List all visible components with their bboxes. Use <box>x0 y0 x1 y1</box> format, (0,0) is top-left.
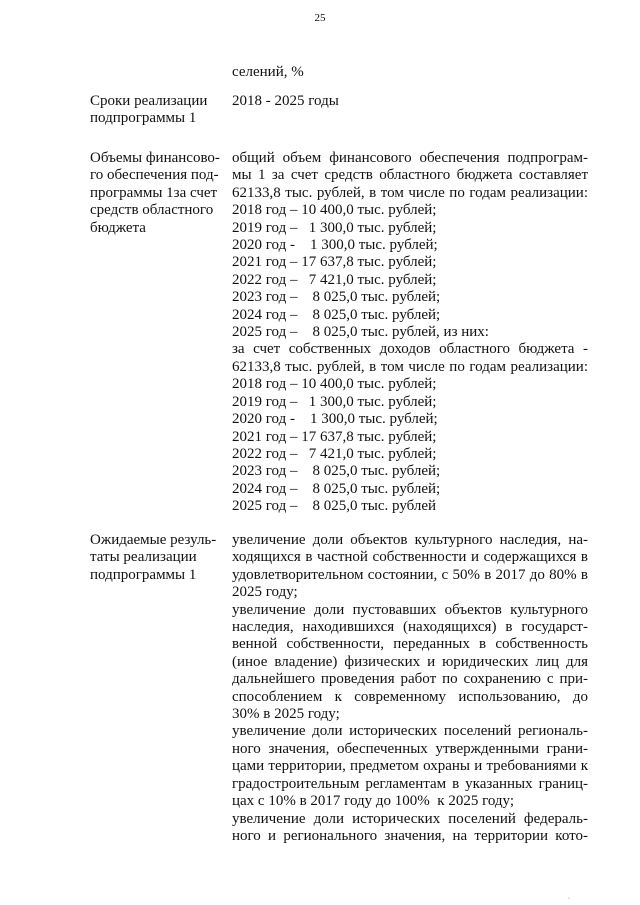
content-line: 62133,8 тыс. рублей, в том числе по годам реализации: <box>232 358 588 375</box>
label-line: подпрограммы 1 <box>90 110 197 127</box>
content-line: за счет собственных доходов областного бюджета - <box>232 341 588 358</box>
content-line: градостроительным регламентам в указанных границ- <box>232 775 588 792</box>
content-line: 62133,8 тыс. рублей, в том числе по годам реализации: <box>232 184 588 201</box>
continuation-text: селений, % <box>232 64 304 80</box>
scan-mark: · <box>568 896 570 902</box>
content-line: 2018 год – 10 400,0 тыс. рублей; <box>232 202 437 219</box>
content-line: (иное владение) физических и юридических лиц для <box>232 653 588 670</box>
content-line: увеличение доли исторических поселений региональ- <box>232 723 588 740</box>
label-line: го обеспечения под- <box>90 167 219 184</box>
content-line: ного значения, обеспеченных утвержденными грани- <box>232 740 588 757</box>
content-line: 2025 год – 8 025,0 тыс. рублей, из них: <box>232 324 489 341</box>
content-line: 2024 год – 8 025,0 тыс. рублей; <box>232 480 441 497</box>
content-line: 30% в 2025 году; <box>232 706 340 723</box>
content-line: способлением к современному использованию, до <box>232 688 588 705</box>
label-line: бюджета <box>90 219 146 236</box>
label-line: программы 1за счет <box>90 184 218 201</box>
label-line: средств областного <box>90 202 214 219</box>
content-line: общий объем финансового обеспечения подпрограм- <box>232 150 588 166</box>
content-line: 2018 год – 10 400,0 тыс. рублей; <box>232 376 437 393</box>
content-line: 2025 году; <box>232 584 298 601</box>
row-content <box>232 93 588 110</box>
content-line: цах с 10% в 2017 году до 100% к 2025 году; <box>232 793 515 810</box>
content-line: венной собственности, переданных в собственность <box>232 636 588 653</box>
row-content <box>232 150 588 516</box>
content-line: 2020 год - 1 300,0 тыс. рублей; <box>232 411 438 428</box>
content-line: 2020 год - 1 300,0 тыс. рублей; <box>232 237 438 254</box>
content-line: наследия, находившихся (находящихся) в государст- <box>232 619 588 636</box>
content-line: увеличение доли исторических поселений федераль- <box>232 810 588 827</box>
row-label <box>90 532 222 584</box>
content-line: 2022 год – 7 421,0 тыс. рублей; <box>232 271 437 288</box>
content-line: 2023 год – 8 025,0 тыс. рублей; <box>232 463 441 480</box>
row-label <box>90 93 222 128</box>
content-line: 2021 год – 17 637,8 тыс. рублей; <box>232 254 437 271</box>
label-line: Ожидаемые резуль- <box>90 532 217 548</box>
content-line: мы 1 за счет средств областного бюджета составляет <box>232 167 588 184</box>
content-line: цами территории, предметом охраны и требованиями к <box>232 758 588 775</box>
content-line: ного и регионального значения, на территории кото- <box>232 827 588 844</box>
content-line: 2023 год – 8 025,0 тыс. рублей; <box>232 289 441 306</box>
content-line: 2021 год – 17 637,8 тыс. рублей; <box>232 428 437 445</box>
label-line: Объемы финансово- <box>90 150 220 166</box>
content-line: ходящихся в частной собственности и содержащихся в <box>232 549 588 566</box>
label-line: таты реализации <box>90 549 197 566</box>
content-line: удовлетворительном состоянии, с 50% в 2017 до 80% в <box>232 566 588 583</box>
page-number: 25 <box>314 12 326 24</box>
content-line: увеличение доли объектов культурного наследия, на- <box>232 532 588 548</box>
content-line: дальнейшего проведения работ по сохранению с при- <box>232 671 588 688</box>
content-line: 2019 год – 1 300,0 тыс. рублей; <box>232 219 437 236</box>
label-line: подпрограммы 1 <box>90 566 197 583</box>
content-line: увеличение доли пустовавших объектов культурного <box>232 601 588 618</box>
label-line: Сроки реализации <box>90 93 208 109</box>
row-content <box>232 532 588 845</box>
content-line: 2025 год – 8 025,0 тыс. рублей <box>232 498 437 515</box>
row-label <box>90 150 222 237</box>
content-line: 2019 год – 1 300,0 тыс. рублей; <box>232 393 437 410</box>
content-line: 2024 год – 8 025,0 тыс. рублей; <box>232 306 441 323</box>
content-line: 2018 - 2025 годы <box>232 93 339 109</box>
content-line: 2022 год – 7 421,0 тыс. рублей; <box>232 445 437 462</box>
